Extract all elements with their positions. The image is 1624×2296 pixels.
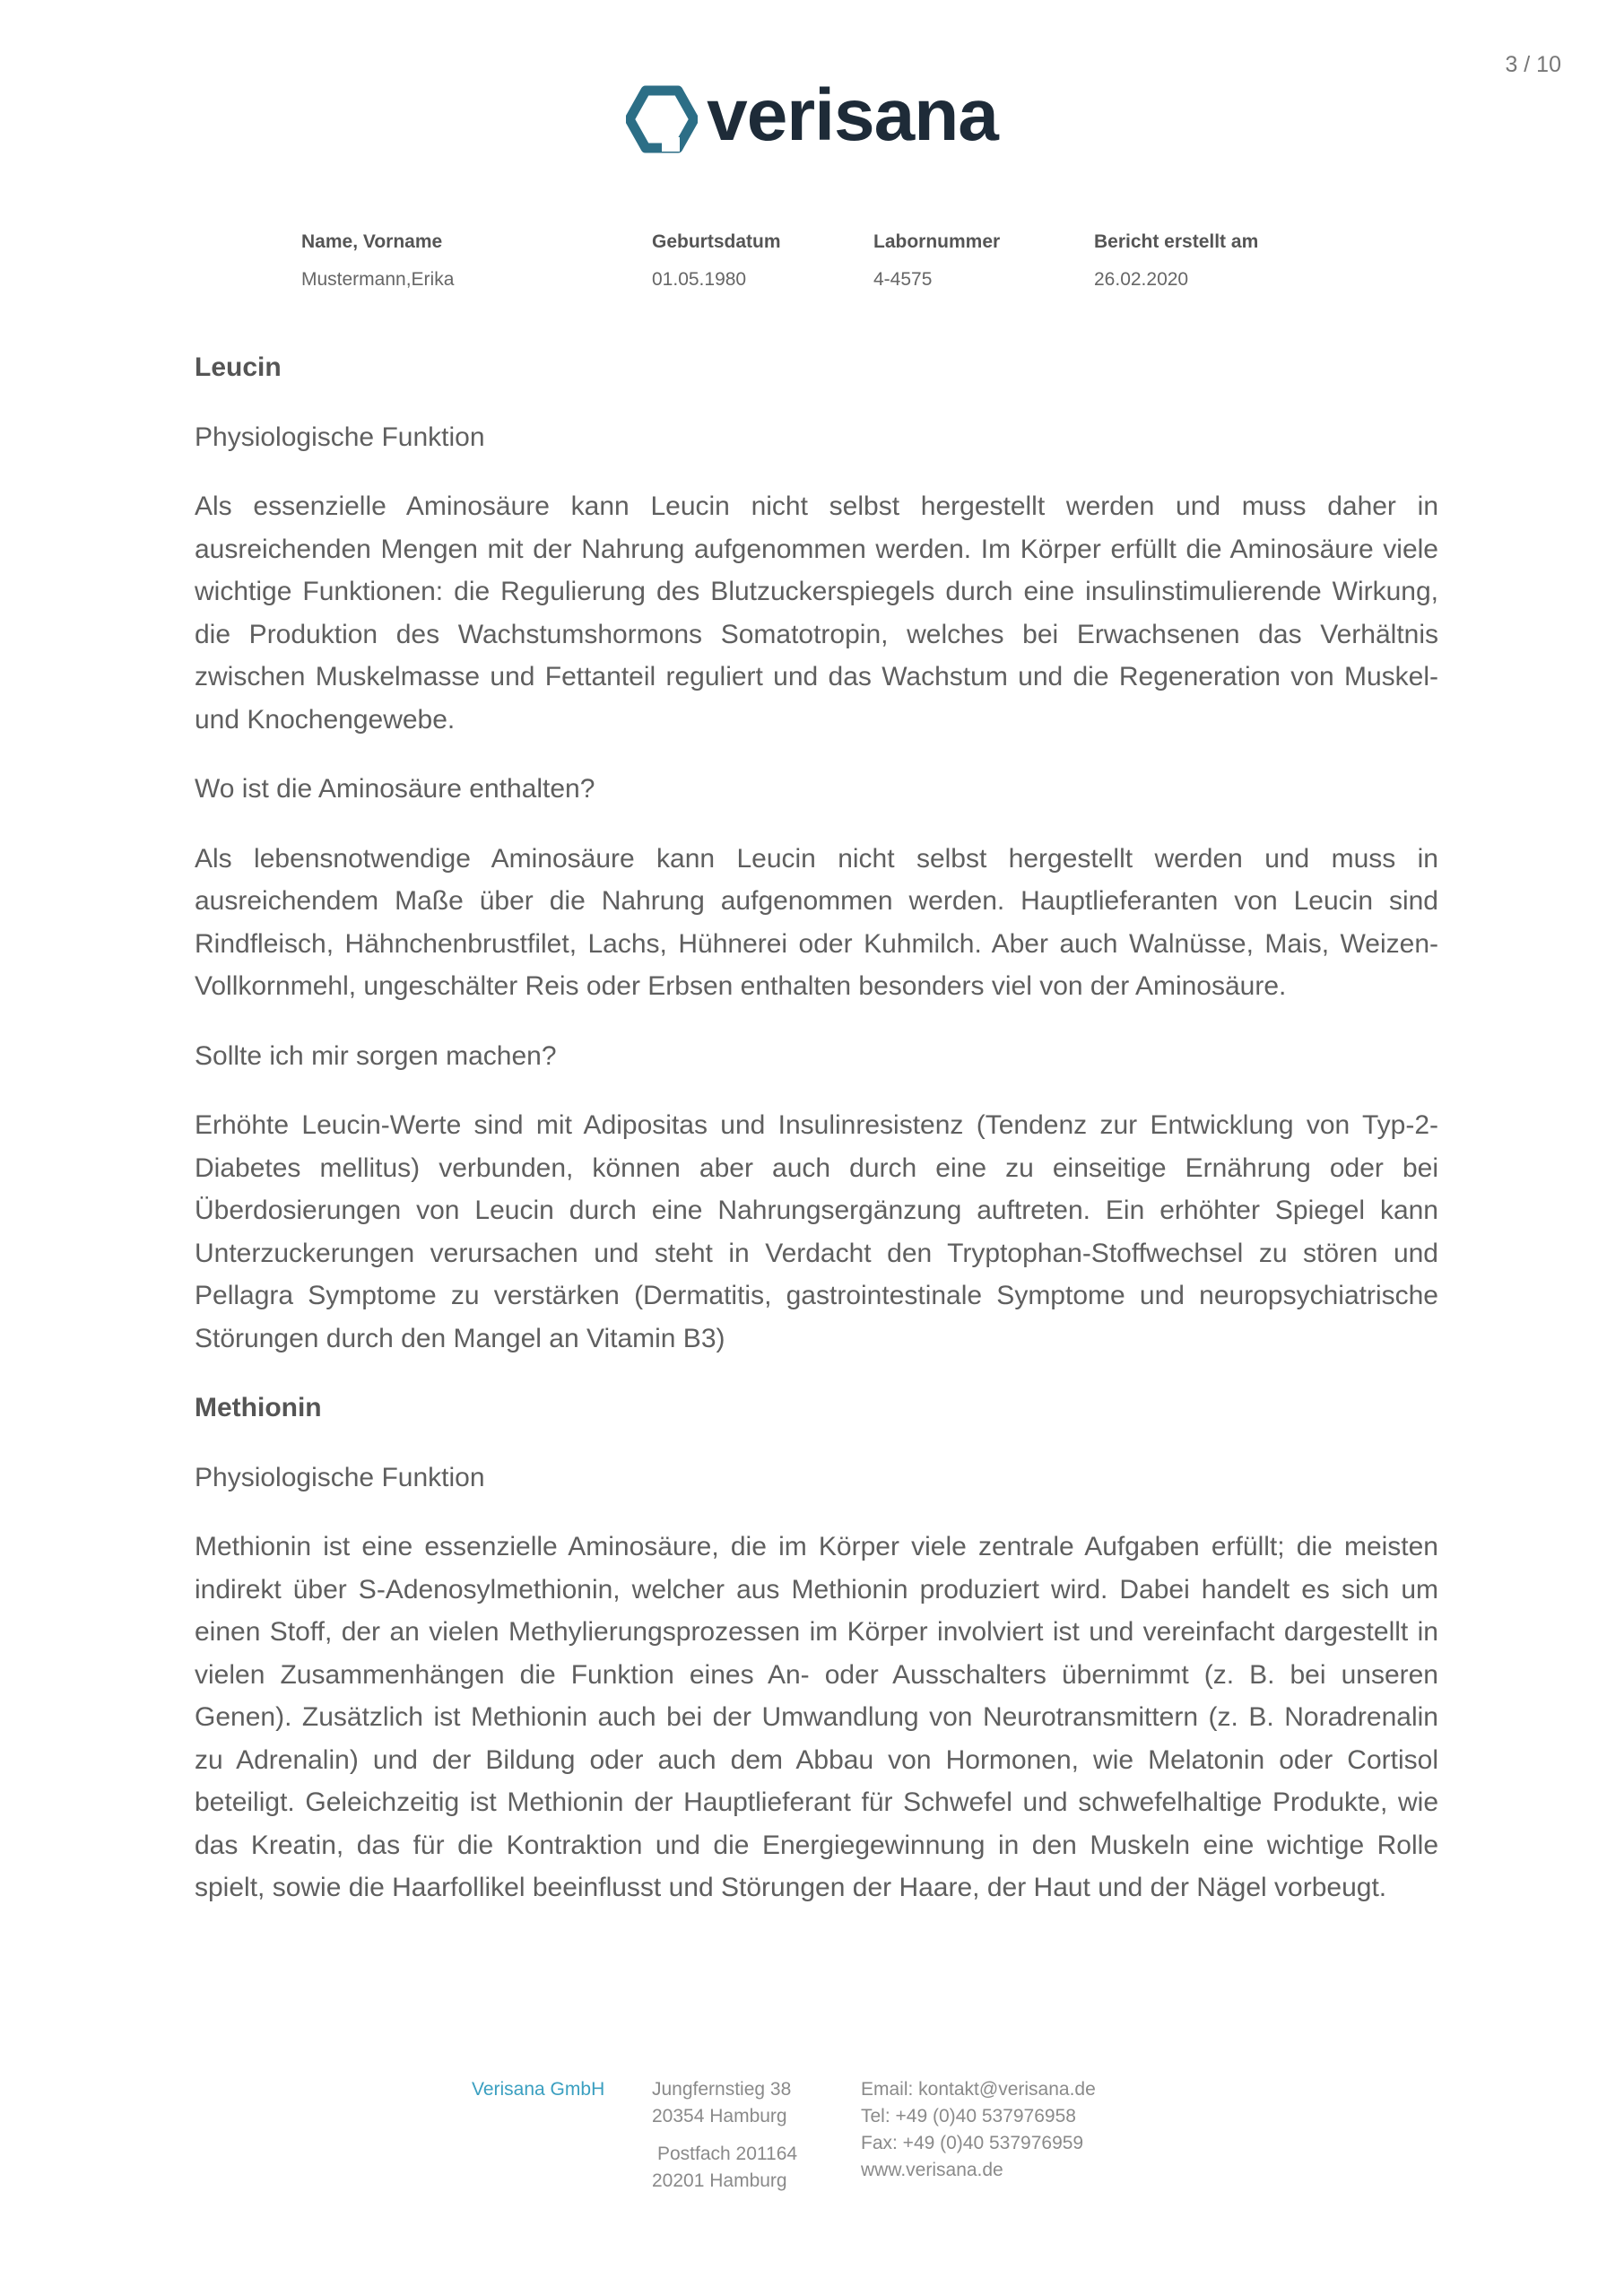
section-subheading: Wo ist die Aminosäure enthalten? bbox=[195, 774, 595, 804]
footer-address bbox=[652, 2076, 797, 2195]
label-lab-number: Labornummer bbox=[873, 231, 1001, 252]
section-subheading: Sollte ich mir sorgen machen? bbox=[195, 1040, 557, 1071]
verisana-logo-icon bbox=[626, 83, 698, 155]
page-number: 3 / 10 bbox=[1505, 52, 1561, 77]
section-title-methionin: Methionin bbox=[195, 1393, 322, 1422]
footer-contact bbox=[861, 2076, 1096, 2184]
footer-fax: Fax: +49 (0)40 537976959 bbox=[861, 2133, 1084, 2153]
label-name: Name, Vorname bbox=[301, 231, 443, 252]
footer-city: 20354 Hamburg bbox=[652, 2106, 787, 2126]
footer-street: Jungfernstieg 38 bbox=[652, 2079, 792, 2100]
value-birthdate: 01.05.1980 bbox=[652, 269, 747, 290]
section-subheading: Physiologische Funktion bbox=[195, 1462, 485, 1492]
value-report-date: 26.02.2020 bbox=[1094, 269, 1189, 290]
label-report-date: Bericht erstellt am bbox=[1094, 231, 1259, 252]
brand-name: verisana bbox=[707, 74, 998, 156]
report-body bbox=[195, 346, 1438, 1936]
footer-postbox: Postfach 201164 bbox=[657, 2144, 798, 2164]
value-name: Mustermann,Erika bbox=[301, 269, 455, 290]
section-subheading: Physiologische Funktion bbox=[195, 422, 485, 452]
section-paragraph: Methionin ist eine essenzielle Aminosäure, die im Körper viele zentrale Aufgaben erfüllt; die meisten indirekt über S-Adenosylmethionin, welcher aus Methionin produziert wird. Dabei handelt es sich um einen Stoff, der an vielen Methylierungsprozessen im Körper involviert ist und vereinfacht dargestellt in vielen Zusammenhängen die Funktion eines An- oder Ausschalters übernimmt (z. B. bei unseren Genen). Zusätzlich ist Methionin auch bei der Umwandlung von Neurotransmittern (z. B. Noradrenalin zu Adrenalin) und der Bildung oder auch dem Abbau von Hormonen, wie Melatonin oder Cortisol beteiligt. Geleichzeitig ist Methionin der Hauptlieferant für Schwefel und schwefelhaltige Produkte, wie das Kreatin, das für die Kontraktion und die Energiegewinnung in den Muskeln eine wichtige Rolle spielt, sowie die Haarfollikel beeinflusst und Störungen der Haare, der Haut und der Nägel vorbeugt. bbox=[195, 1532, 1438, 1902]
footer-company: Verisana GmbH bbox=[472, 2079, 605, 2100]
brand-logo bbox=[0, 74, 1624, 160]
section-title-leucin: Leucin bbox=[195, 352, 282, 382]
footer-postbox-city: 20201 Hamburg bbox=[652, 2170, 787, 2191]
label-birthdate: Geburtsdatum bbox=[652, 231, 781, 252]
footer-email[interactable]: Email: kontakt@verisana.de bbox=[861, 2079, 1096, 2100]
value-lab-number: 4-4575 bbox=[873, 269, 933, 290]
section-paragraph: Erhöhte Leucin-Werte sind mit Adipositas und Insulinresistenz (Tendenz zur Entwicklung von Typ-2-Diabetes mellitus) verbunden, können aber auch durch eine zu einseitige Ernährung oder bei Überdosierungen von Leucin durch eine Nahrungsergänzung auftreten. Ein erhöhter Spiegel kann Unterzuckerungen verursachen und steht in Verdacht den Tryptophan-Stoffwechsel zu stören und Pellagra Symptome zu verstärken (Dermatitis, gastrointestinale Symptome und neuropsychiatrische Störungen durch den Mangel an Vitamin B3) bbox=[195, 1110, 1438, 1353]
footer-website[interactable]: www.verisana.de bbox=[861, 2160, 1003, 2180]
section-paragraph: Als essenzielle Aminosäure kann Leucin nicht selbst hergestellt werden und muss daher in ausreichenden Mengen mit der Nahrung aufgenommen werden. Im Körper erfüllt die Aminosäure viele wichtige Funktionen: die Regulierung des Blutzuckerspiegels durch eine insulinstimulierende Wirkung, die Produktion des Wachstumshormons Somatotropin, welches bei Erwachsenen das Verhältnis zwischen Muskelmasse und Fettanteil reguliert und das Wachstum und die Regeneration von Muskel- und Knochengewebe. bbox=[195, 491, 1438, 735]
footer-tel: Tel: +49 (0)40 537976958 bbox=[861, 2106, 1076, 2126]
section-paragraph: Als lebensnotwendige Aminosäure kann Leucin nicht selbst hergestellt werden und muss in ausreichendem Maße über die Nahrung aufgenommen werden. Hauptlieferanten von Leucin sind Rindfleisch, Hähnchenbrustfilet, Lachs, Hühnerei oder Kuhmilch. Aber auch Walnüsse, Mais, Weizen-Vollkornmehl, ungeschälter Reis oder Erbsen enthalten besonders viel von der Aminosäure. bbox=[195, 843, 1438, 1001]
